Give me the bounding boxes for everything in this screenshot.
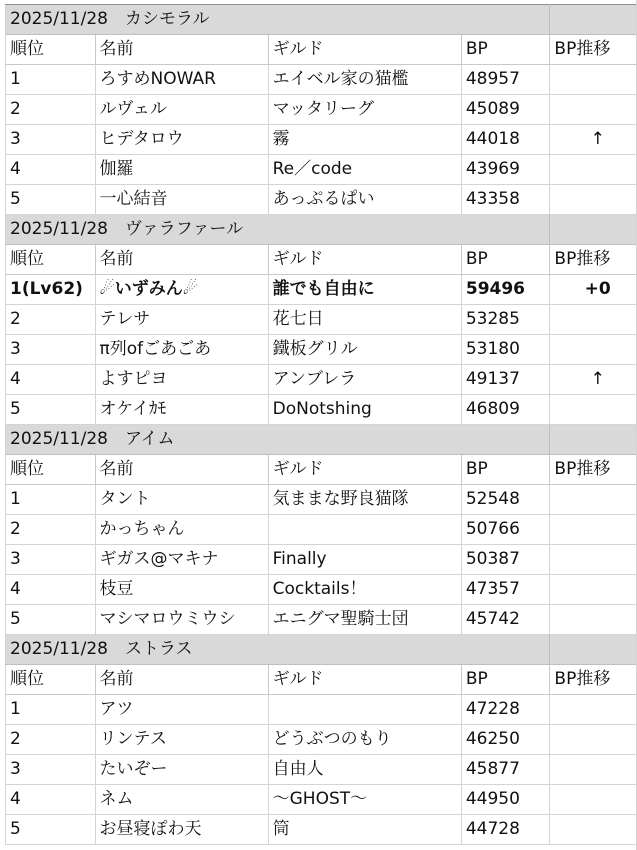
- name-cell[interactable]: π列ofごあごあ: [95, 335, 268, 365]
- table-row: [6, 275, 637, 305]
- rank-cell[interactable]: 1(Lv62): [6, 275, 96, 305]
- column-header-row: [6, 455, 637, 485]
- table-row: [6, 395, 637, 425]
- bp-cell[interactable]: 59496: [461, 275, 550, 305]
- rank-cell[interactable]: 3: [6, 545, 96, 575]
- name-cell[interactable]: オケイｶﾓ: [95, 395, 268, 425]
- rank-cell[interactable]: 5: [6, 815, 96, 845]
- guild-cell[interactable]: 筒: [268, 815, 461, 845]
- bp-trend-cell[interactable]: [550, 605, 637, 635]
- bp-cell[interactable]: 45089: [461, 95, 550, 125]
- table-row: [6, 515, 637, 545]
- name-cell[interactable]: ネム: [95, 785, 268, 815]
- name-cell[interactable]: 枝豆: [95, 575, 268, 605]
- rank-cell[interactable]: 2: [6, 305, 96, 335]
- guild-cell[interactable]: 花七日: [268, 305, 461, 335]
- name-cell[interactable]: たいぞー: [95, 755, 268, 785]
- rank-cell[interactable]: 4: [6, 785, 96, 815]
- bp-cell[interactable]: 47357: [461, 575, 550, 605]
- header-guild[interactable]: ギルド: [268, 35, 461, 65]
- bp-cell[interactable]: 44950: [461, 785, 550, 815]
- bp-cell[interactable]: 53285: [461, 305, 550, 335]
- table-row: [6, 485, 637, 515]
- table-row: [6, 755, 637, 785]
- table-row: [6, 575, 637, 605]
- bp-cell[interactable]: 46809: [461, 395, 550, 425]
- bp-trend-cell[interactable]: [550, 725, 637, 755]
- section-title-empty-cell[interactable]: [550, 215, 637, 245]
- name-cell[interactable]: ギガス@マキナ: [95, 545, 268, 575]
- bp-trend-cell[interactable]: [550, 185, 637, 215]
- bp-cell[interactable]: 52548: [461, 485, 550, 515]
- bp-trend-cell[interactable]: +0: [550, 275, 637, 305]
- guild-cell[interactable]: 気ままな野良猫隊: [268, 485, 461, 515]
- guild-cell[interactable]: どうぶつのもり: [268, 725, 461, 755]
- table-row: [6, 605, 637, 635]
- bp-trend-cell[interactable]: ↑: [550, 365, 637, 395]
- section-title-empty-cell[interactable]: [461, 215, 550, 245]
- rank-cell[interactable]: 3: [6, 125, 96, 155]
- guild-cell[interactable]: あっぷるぱい: [268, 185, 461, 215]
- header-bp-trend[interactable]: BP推移: [550, 455, 637, 485]
- header-guild[interactable]: ギルド: [268, 245, 461, 275]
- ranking-table-body: [6, 5, 637, 845]
- guild-cell[interactable]: Re／code: [268, 155, 461, 185]
- name-cell[interactable]: ☄いずみん☄: [95, 275, 268, 305]
- section-title-empty-cell[interactable]: [461, 635, 550, 665]
- rank-cell[interactable]: 2: [6, 515, 96, 545]
- header-name[interactable]: 名前: [95, 455, 268, 485]
- table-row: [6, 335, 637, 365]
- table-row: [6, 695, 637, 725]
- guild-cell[interactable]: [268, 515, 461, 545]
- rank-cell[interactable]: 1: [6, 485, 96, 515]
- name-cell[interactable]: ルヴェル: [95, 95, 268, 125]
- name-cell[interactable]: 伽羅: [95, 155, 268, 185]
- section-title-empty-cell[interactable]: [550, 5, 637, 35]
- guild-cell[interactable]: ～GHOST～: [268, 785, 461, 815]
- section-title-row: [6, 635, 637, 665]
- bp-cell[interactable]: 43969: [461, 155, 550, 185]
- guild-cell[interactable]: エニグマ聖騎士団: [268, 605, 461, 635]
- bp-trend-cell[interactable]: [550, 155, 637, 185]
- header-guild[interactable]: ギルド: [268, 455, 461, 485]
- guild-cell[interactable]: 自由人: [268, 755, 461, 785]
- rank-cell[interactable]: 4: [6, 575, 96, 605]
- name-cell[interactable]: お昼寝ぽわ天: [95, 815, 268, 845]
- bp-trend-cell[interactable]: [550, 815, 637, 845]
- rank-cell[interactable]: 2: [6, 725, 96, 755]
- table-row: [6, 305, 637, 335]
- bp-trend-cell[interactable]: [550, 95, 637, 125]
- table-row: [6, 815, 637, 845]
- section-title-row: [6, 215, 637, 245]
- rank-cell[interactable]: 4: [6, 155, 96, 185]
- name-cell[interactable]: テレサ: [95, 305, 268, 335]
- rank-cell[interactable]: 4: [6, 365, 96, 395]
- table-row: [6, 545, 637, 575]
- header-name[interactable]: 名前: [95, 245, 268, 275]
- rank-cell[interactable]: 5: [6, 605, 96, 635]
- section-title-row: [6, 5, 637, 35]
- bp-trend-cell[interactable]: [550, 305, 637, 335]
- name-cell[interactable]: ろすめNOWAR: [95, 65, 268, 95]
- section-title[interactable]: 2025/11/28 アイム: [6, 425, 462, 455]
- bp-trend-cell[interactable]: ↑: [550, 125, 637, 155]
- guild-cell[interactable]: エイベル家の猫檻: [268, 65, 461, 95]
- name-cell[interactable]: アツ: [95, 695, 268, 725]
- bp-trend-cell[interactable]: [550, 545, 637, 575]
- column-header-row: [6, 35, 637, 65]
- header-bp[interactable]: BP: [461, 245, 550, 275]
- header-bp-trend[interactable]: BP推移: [550, 245, 637, 275]
- section-title[interactable]: 2025/11/28 ヴァラファール: [6, 215, 462, 245]
- rank-cell[interactable]: 5: [6, 185, 96, 215]
- section-title-empty-cell[interactable]: [550, 425, 637, 455]
- name-cell[interactable]: タント: [95, 485, 268, 515]
- rank-cell[interactable]: 1: [6, 65, 96, 95]
- header-guild[interactable]: ギルド: [268, 665, 461, 695]
- guild-cell[interactable]: マッタリーグ: [268, 95, 461, 125]
- section-title[interactable]: 2025/11/28 カシモラル: [6, 5, 462, 35]
- bp-cell[interactable]: 44728: [461, 815, 550, 845]
- section-title-empty-cell[interactable]: [461, 425, 550, 455]
- name-cell[interactable]: ヒデタロウ: [95, 125, 268, 155]
- bp-cell[interactable]: 45742: [461, 605, 550, 635]
- bp-cell[interactable]: 50766: [461, 515, 550, 545]
- table-row: [6, 125, 637, 155]
- table-row: [6, 365, 637, 395]
- bp-trend-cell[interactable]: [550, 485, 637, 515]
- guild-cell[interactable]: [268, 695, 461, 725]
- table-row: [6, 725, 637, 755]
- bp-trend-cell[interactable]: [550, 785, 637, 815]
- header-rank[interactable]: 順位: [6, 245, 96, 275]
- rank-cell[interactable]: 2: [6, 95, 96, 125]
- header-bp[interactable]: BP: [461, 455, 550, 485]
- name-cell[interactable]: 一心結音: [95, 185, 268, 215]
- header-rank[interactable]: 順位: [6, 665, 96, 695]
- section-title-row: [6, 425, 637, 455]
- bp-trend-cell[interactable]: [550, 395, 637, 425]
- header-rank[interactable]: 順位: [6, 455, 96, 485]
- rank-cell[interactable]: 1: [6, 695, 96, 725]
- table-row: [6, 155, 637, 185]
- name-cell[interactable]: マシマロウミウシ: [95, 605, 268, 635]
- name-cell[interactable]: かっちゃん: [95, 515, 268, 545]
- bp-cell[interactable]: 48957: [461, 65, 550, 95]
- guild-cell[interactable]: Cocktails！: [268, 575, 461, 605]
- rank-cell[interactable]: 3: [6, 755, 96, 785]
- name-cell[interactable]: よすピヨ: [95, 365, 268, 395]
- table-row: [6, 785, 637, 815]
- bp-trend-cell[interactable]: [550, 755, 637, 785]
- bp-trend-cell[interactable]: [550, 575, 637, 605]
- header-bp[interactable]: BP: [461, 665, 550, 695]
- section-title-empty-cell[interactable]: [550, 635, 637, 665]
- bp-cell[interactable]: 49137: [461, 365, 550, 395]
- table-row: [6, 95, 637, 125]
- column-header-row: [6, 245, 637, 275]
- column-header-row: [6, 665, 637, 695]
- guild-cell[interactable]: Finally: [268, 545, 461, 575]
- bp-trend-cell[interactable]: [550, 515, 637, 545]
- guild-cell[interactable]: 誰でも自由に: [268, 275, 461, 305]
- ranking-table: [5, 4, 637, 845]
- guild-cell[interactable]: 霧: [268, 125, 461, 155]
- guild-cell[interactable]: 鐵板グリル: [268, 335, 461, 365]
- bp-cell[interactable]: 45877: [461, 755, 550, 785]
- header-rank[interactable]: 順位: [6, 35, 96, 65]
- bp-cell[interactable]: 43358: [461, 185, 550, 215]
- bp-trend-cell[interactable]: [550, 695, 637, 725]
- guild-cell[interactable]: アンブレラ: [268, 365, 461, 395]
- bp-cell[interactable]: 47228: [461, 695, 550, 725]
- bp-cell[interactable]: 50387: [461, 545, 550, 575]
- guild-cell[interactable]: DoNotshing: [268, 395, 461, 425]
- header-name[interactable]: 名前: [95, 35, 268, 65]
- header-name[interactable]: 名前: [95, 665, 268, 695]
- section-title-empty-cell[interactable]: [461, 5, 550, 35]
- bp-trend-cell[interactable]: [550, 65, 637, 95]
- header-bp-trend[interactable]: BP推移: [550, 35, 637, 65]
- rank-cell[interactable]: 5: [6, 395, 96, 425]
- bp-trend-cell[interactable]: [550, 335, 637, 365]
- bp-cell[interactable]: 46250: [461, 725, 550, 755]
- bp-cell[interactable]: 44018: [461, 125, 550, 155]
- section-title[interactable]: 2025/11/28 ストラス: [6, 635, 462, 665]
- table-row: [6, 65, 637, 95]
- rank-cell[interactable]: 3: [6, 335, 96, 365]
- header-bp[interactable]: BP: [461, 35, 550, 65]
- header-bp-trend[interactable]: BP推移: [550, 665, 637, 695]
- table-row: [6, 185, 637, 215]
- bp-cell[interactable]: 53180: [461, 335, 550, 365]
- name-cell[interactable]: リンテス: [95, 725, 268, 755]
